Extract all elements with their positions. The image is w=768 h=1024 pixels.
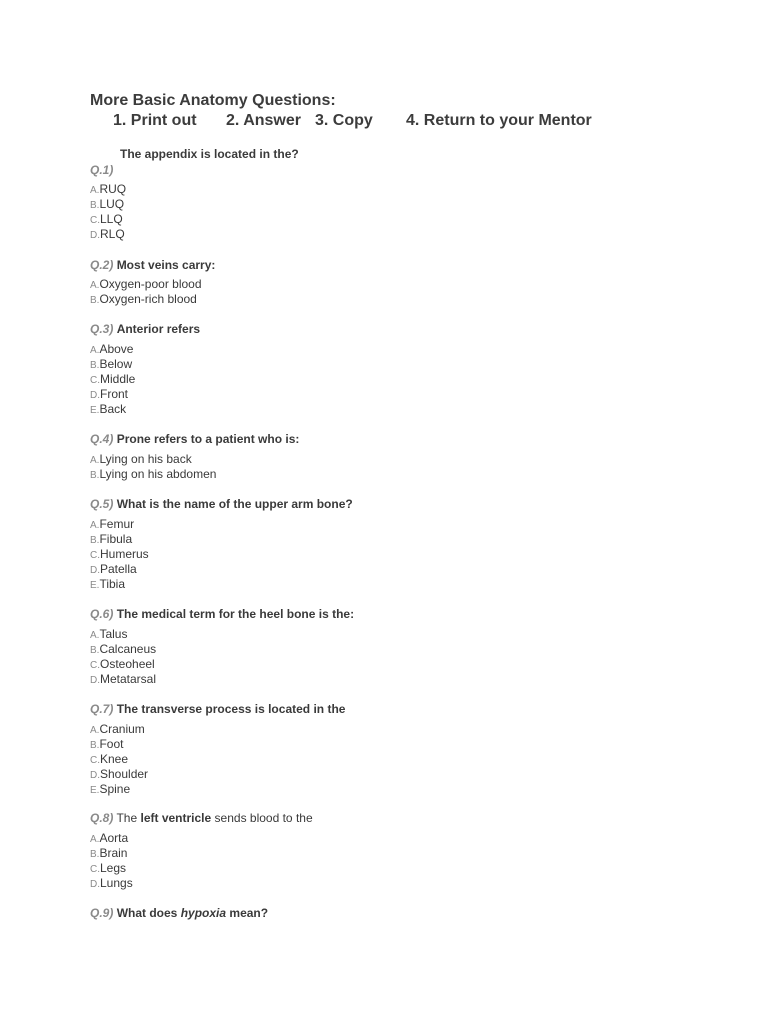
question-number: Q.7) bbox=[90, 702, 114, 716]
question-6-line bbox=[90, 607, 354, 621]
question-5-line bbox=[90, 497, 353, 511]
option[interactable]: A.Above bbox=[90, 342, 134, 356]
option[interactable]: C.Legs bbox=[90, 861, 127, 875]
option[interactable]: D.Metatarsal bbox=[90, 672, 157, 686]
option[interactable]: A.Lying on his back bbox=[90, 452, 192, 466]
option[interactable]: B.Lying on his abdomen bbox=[90, 467, 217, 481]
option[interactable]: B.Fibula bbox=[90, 532, 133, 546]
question-4-options bbox=[90, 452, 216, 482]
option[interactable]: D.RLQ bbox=[90, 227, 125, 241]
option[interactable]: A.Oxygen-poor blood bbox=[90, 277, 202, 291]
step-return: 4. Return to your Mentor bbox=[406, 112, 592, 129]
question-text-part: mean? bbox=[229, 906, 269, 920]
option[interactable]: E.Tibia bbox=[90, 577, 126, 591]
question-1-options bbox=[90, 182, 126, 242]
question-text-part: The bbox=[116, 811, 138, 825]
question-3-line bbox=[90, 322, 200, 336]
question-4-line bbox=[90, 432, 299, 446]
option[interactable]: B.Foot bbox=[90, 737, 124, 751]
option[interactable]: B.Below bbox=[90, 357, 133, 371]
option[interactable]: A.Aorta bbox=[90, 831, 129, 845]
option[interactable]: D.Front bbox=[90, 387, 129, 401]
option[interactable]: D.Patella bbox=[90, 562, 137, 576]
option[interactable]: E.Spine bbox=[90, 782, 131, 796]
question-8-line bbox=[90, 811, 313, 825]
question-7-line bbox=[90, 702, 345, 716]
option[interactable]: D.Lungs bbox=[90, 876, 133, 890]
option[interactable]: C.LLQ bbox=[90, 212, 123, 226]
question-number: Q.6) bbox=[90, 607, 114, 621]
question-number: Q.5) bbox=[90, 497, 114, 511]
question-number: Q.9) bbox=[90, 906, 114, 920]
question-8-options bbox=[90, 831, 133, 891]
question-number: Q.4) bbox=[90, 432, 114, 446]
question-number: Q.2) bbox=[90, 258, 114, 272]
option[interactable]: C.Middle bbox=[90, 372, 136, 386]
option[interactable]: B.Calcaneus bbox=[90, 642, 157, 656]
question-text-emphasis: left ventricle bbox=[140, 811, 212, 825]
question-5-options bbox=[90, 517, 149, 592]
step-print-out: 1. Print out bbox=[113, 112, 197, 129]
question-2-options bbox=[90, 277, 202, 307]
option[interactable]: C.Humerus bbox=[90, 547, 149, 561]
option[interactable]: A.Talus bbox=[90, 627, 128, 641]
question-text: The transverse process is located in the bbox=[116, 702, 346, 716]
page-title: More Basic Anatomy Questions: bbox=[90, 92, 336, 109]
question-number: Q.1) bbox=[90, 163, 114, 177]
question-3-options bbox=[90, 342, 135, 417]
question-1-number bbox=[90, 163, 113, 177]
step-answer: 2. Answer bbox=[226, 112, 301, 129]
step-copy: 3. Copy bbox=[315, 112, 373, 129]
option[interactable]: B.LUQ bbox=[90, 197, 125, 211]
question-6-options bbox=[90, 627, 156, 687]
question-1-text: The appendix is located in the? bbox=[120, 147, 299, 161]
option[interactable]: D.Shoulder bbox=[90, 767, 149, 781]
option[interactable]: C.Osteoheel bbox=[90, 657, 155, 671]
option[interactable]: A.Femur bbox=[90, 517, 135, 531]
question-text-emphasis: hypoxia bbox=[180, 906, 227, 920]
question-text: What is the name of the upper arm bone? bbox=[116, 497, 353, 511]
option[interactable]: C.Knee bbox=[90, 752, 129, 766]
question-text: Prone refers to a patient who is: bbox=[116, 432, 300, 446]
option[interactable]: B.Brain bbox=[90, 846, 128, 860]
question-number: Q.8) bbox=[90, 811, 114, 825]
question-text: The medical term for the heel bone is the: bbox=[116, 607, 355, 621]
question-2-line bbox=[90, 258, 215, 272]
question-number: Q.3) bbox=[90, 322, 114, 336]
question-9-line bbox=[90, 906, 268, 920]
option[interactable]: E.Back bbox=[90, 402, 127, 416]
option[interactable]: A.RUQ bbox=[90, 182, 127, 196]
option[interactable]: A.Cranium bbox=[90, 722, 145, 736]
question-text: Anterior refers bbox=[116, 322, 201, 336]
question-text-part: What does bbox=[116, 906, 178, 920]
question-text-part: sends blood to the bbox=[214, 811, 313, 825]
question-7-options bbox=[90, 722, 148, 797]
question-text: Most veins carry: bbox=[116, 258, 216, 272]
option[interactable]: B.Oxygen-rich blood bbox=[90, 292, 197, 306]
